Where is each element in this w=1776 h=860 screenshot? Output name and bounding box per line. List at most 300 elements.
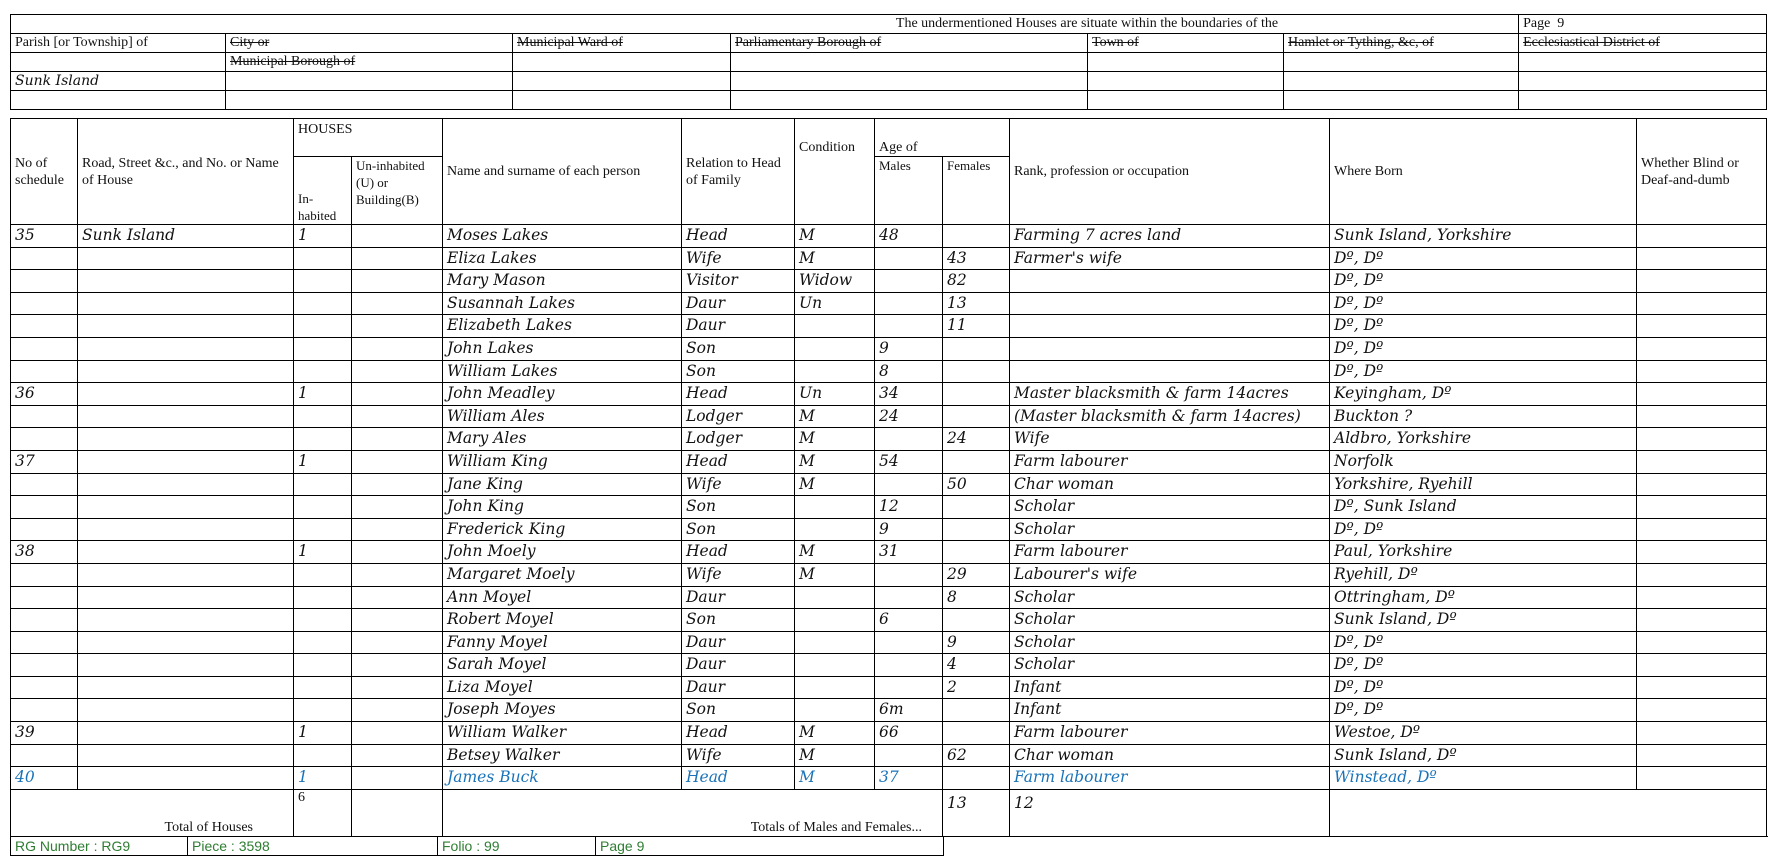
blind-cell [1637, 654, 1767, 677]
schedule-cell [11, 292, 78, 315]
road-cell: Sunk Island [78, 225, 294, 248]
name-cell: William Lakes [443, 360, 682, 383]
uninhabited-cell [352, 270, 443, 293]
condition-cell: M [795, 744, 875, 767]
where-born-cell: Dº, Dº [1330, 676, 1637, 699]
occupation-cell: Char woman [1010, 473, 1330, 496]
female-age-cell: 43 [943, 247, 1010, 270]
male-age-cell [875, 631, 943, 654]
census-row [11, 609, 1767, 632]
road-cell [78, 744, 294, 767]
name-cell: Fanny Moyel [443, 631, 682, 654]
male-age-cell [875, 292, 943, 315]
census-row [11, 450, 1767, 473]
relation-cell: Wife [682, 744, 795, 767]
name-cell: Betsey Walker [443, 744, 682, 767]
road-cell [78, 473, 294, 496]
occupation-cell [1010, 360, 1330, 383]
blind-cell [1637, 541, 1767, 564]
condition-cell [795, 631, 875, 654]
occupation-cell: Scholar [1010, 518, 1330, 541]
relation-cell: Son [682, 496, 795, 519]
blind-cell [1637, 496, 1767, 519]
uninhabited-cell [352, 609, 443, 632]
male-age-cell [875, 270, 943, 293]
name-cell: John Lakes [443, 337, 682, 360]
road-cell [78, 609, 294, 632]
inhabited-cell [294, 563, 352, 586]
page-reference: Page 9 [596, 837, 944, 856]
condition-cell: Un [795, 292, 875, 315]
road-cell [78, 722, 294, 745]
relation-cell: Head [682, 767, 795, 790]
schedule-cell [11, 428, 78, 451]
male-age-cell: 6 [875, 609, 943, 632]
uninhabited-cell [352, 654, 443, 677]
female-age-cell: 29 [943, 563, 1010, 586]
census-row [11, 405, 1767, 428]
inhabited-cell [294, 631, 352, 654]
occupation-cell: Scholar [1010, 496, 1330, 519]
condition-cell: M [795, 767, 875, 790]
occupation-cell [1010, 292, 1330, 315]
name-cell: John Meadley [443, 383, 682, 406]
road-cell [78, 676, 294, 699]
inhabited-cell [294, 744, 352, 767]
condition-cell [795, 518, 875, 541]
name-cell: Robert Moyel [443, 609, 682, 632]
road-cell [78, 315, 294, 338]
relation-cell: Daur [682, 654, 795, 677]
road-cell [78, 518, 294, 541]
blind-cell [1637, 699, 1767, 722]
reference-footer [10, 836, 944, 856]
where-born-cell: Dº, Sunk Island [1330, 496, 1637, 519]
road-cell [78, 586, 294, 609]
occupation-cell: Farmer's wife [1010, 247, 1330, 270]
uninhabited-cell [352, 541, 443, 564]
banner-text: The undermentioned Houses are situate within the boundaries of the [11, 15, 1519, 34]
relation-cell: Visitor [682, 270, 795, 293]
condition-cell: M [795, 450, 875, 473]
census-table [10, 118, 1767, 837]
town-label: Town of [1088, 34, 1284, 53]
col-males: Males [875, 157, 943, 225]
occupation-cell: Farm labourer [1010, 767, 1330, 790]
name-cell: Elizabeth Lakes [443, 315, 682, 338]
female-age-cell [943, 767, 1010, 790]
inhabited-cell [294, 315, 352, 338]
schedule-cell [11, 609, 78, 632]
where-born-cell: Dº, Dº [1330, 631, 1637, 654]
uninhabited-cell [352, 586, 443, 609]
name-cell: Ann Moyel [443, 586, 682, 609]
totals-row [11, 789, 1767, 836]
schedule-cell [11, 405, 78, 428]
occupation-cell: Labourer's wife [1010, 563, 1330, 586]
schedule-cell: 37 [11, 450, 78, 473]
relation-cell: Wife [682, 473, 795, 496]
col-name: Name and surname of each person [443, 119, 682, 225]
road-cell [78, 337, 294, 360]
occupation-cell: Farming 7 acres land [1010, 225, 1330, 248]
schedule-cell [11, 337, 78, 360]
uninhabited-cell [352, 292, 443, 315]
blind-cell [1637, 473, 1767, 496]
road-cell [78, 654, 294, 677]
inhabited-cell [294, 473, 352, 496]
where-born-cell: Winstead, Dº [1330, 767, 1637, 790]
male-age-cell [875, 586, 943, 609]
col-houses: HOUSES [294, 119, 443, 157]
where-born-cell: Dº, Dº [1330, 292, 1637, 315]
inhabited-cell [294, 405, 352, 428]
inhabited-cell [294, 292, 352, 315]
relation-cell: Son [682, 337, 795, 360]
blind-cell [1637, 563, 1767, 586]
total-houses-value: 6 [294, 789, 352, 836]
where-born-cell: Dº, Dº [1330, 247, 1637, 270]
inhabited-cell [294, 676, 352, 699]
page-number: Page 9 [1519, 15, 1767, 34]
male-age-cell: 6m [875, 699, 943, 722]
district-header-table [10, 14, 1767, 110]
col-occupation: Rank, profession or occupation [1010, 119, 1330, 225]
census-row [11, 563, 1767, 586]
female-age-cell [943, 699, 1010, 722]
census-row [11, 337, 1767, 360]
schedule-cell [11, 270, 78, 293]
condition-cell: M [795, 473, 875, 496]
census-row [11, 676, 1767, 699]
census-row [11, 744, 1767, 767]
where-born-cell: Sunk Island, Yorkshire [1330, 225, 1637, 248]
occupation-cell [1010, 315, 1330, 338]
total-persons-label: Totals of Males and Females... [443, 789, 943, 836]
relation-cell: Head [682, 225, 795, 248]
col-inhabited: In-habited [294, 157, 352, 225]
occupation-cell: Scholar [1010, 609, 1330, 632]
uninhabited-cell [352, 767, 443, 790]
inhabited-cell [294, 654, 352, 677]
female-age-cell: 9 [943, 631, 1010, 654]
relation-cell: Son [682, 699, 795, 722]
blind-cell [1637, 744, 1767, 767]
schedule-cell [11, 360, 78, 383]
inhabited-cell [294, 247, 352, 270]
where-born-cell: Paul, Yorkshire [1330, 541, 1637, 564]
condition-cell: M [795, 541, 875, 564]
uninhabited-cell [352, 405, 443, 428]
total-females-value: 12 [1010, 789, 1330, 836]
name-cell: Mary Mason [443, 270, 682, 293]
uninhabited-cell [352, 428, 443, 451]
where-born-cell: Ryehill, Dº [1330, 563, 1637, 586]
male-age-cell [875, 428, 943, 451]
name-cell: Jane King [443, 473, 682, 496]
name-cell: John King [443, 496, 682, 519]
name-cell: Mary Ales [443, 428, 682, 451]
female-age-cell [943, 450, 1010, 473]
municipal-borough-label: Municipal Borough of [226, 53, 513, 72]
census-row [11, 360, 1767, 383]
uninhabited-cell [352, 473, 443, 496]
blind-cell [1637, 631, 1767, 654]
uninhabited-cell [352, 315, 443, 338]
census-row [11, 541, 1767, 564]
condition-cell: M [795, 225, 875, 248]
road-cell [78, 270, 294, 293]
census-row [11, 428, 1767, 451]
female-age-cell: 24 [943, 428, 1010, 451]
male-age-cell: 12 [875, 496, 943, 519]
inhabited-cell: 1 [294, 722, 352, 745]
census-row [11, 654, 1767, 677]
male-age-cell: 34 [875, 383, 943, 406]
inhabited-cell: 1 [294, 383, 352, 406]
census-row [11, 699, 1767, 722]
where-born-cell: Dº, Dº [1330, 654, 1637, 677]
uninhabited-cell [352, 631, 443, 654]
relation-cell: Lodger [682, 428, 795, 451]
condition-cell [795, 337, 875, 360]
road-cell [78, 699, 294, 722]
condition-cell: M [795, 405, 875, 428]
census-row [11, 722, 1767, 745]
relation-cell: Head [682, 383, 795, 406]
female-age-cell [943, 496, 1010, 519]
where-born-cell: Sunk Island, Dº [1330, 609, 1637, 632]
relation-cell: Daur [682, 676, 795, 699]
condition-cell [795, 654, 875, 677]
occupation-cell: Farm labourer [1010, 450, 1330, 473]
inhabited-cell [294, 270, 352, 293]
relation-cell: Daur [682, 631, 795, 654]
uninhabited-cell [352, 337, 443, 360]
where-born-cell: Dº, Dº [1330, 270, 1637, 293]
schedule-cell [11, 247, 78, 270]
blind-cell [1637, 405, 1767, 428]
rg-number: RG Number : RG9 [11, 837, 188, 856]
relation-cell: Lodger [682, 405, 795, 428]
male-age-cell [875, 676, 943, 699]
census-row [11, 247, 1767, 270]
col-females: Females [943, 157, 1010, 225]
col-road: Road, Street &c., and No. or Name of House [78, 119, 294, 225]
name-cell: Joseph Moyes [443, 699, 682, 722]
occupation-cell: Infant [1010, 676, 1330, 699]
condition-cell [795, 676, 875, 699]
female-age-cell [943, 360, 1010, 383]
condition-cell [795, 586, 875, 609]
schedule-cell: 35 [11, 225, 78, 248]
male-age-cell [875, 247, 943, 270]
female-age-cell [943, 337, 1010, 360]
blind-cell [1637, 722, 1767, 745]
inhabited-cell [294, 428, 352, 451]
where-born-cell: Keyingham, Dº [1330, 383, 1637, 406]
male-age-cell [875, 563, 943, 586]
blind-cell [1637, 450, 1767, 473]
occupation-cell: Farm labourer [1010, 541, 1330, 564]
inhabited-cell: 1 [294, 541, 352, 564]
uninhabited-cell [352, 699, 443, 722]
name-cell: John Moely [443, 541, 682, 564]
schedule-cell [11, 315, 78, 338]
piece-number: Piece : 3598 [188, 837, 438, 856]
uninhabited-cell [352, 247, 443, 270]
occupation-cell: Farm labourer [1010, 722, 1330, 745]
inhabited-cell [294, 337, 352, 360]
occupation-cell: (Master blacksmith & farm 14acres) [1010, 405, 1330, 428]
city-label: City or [226, 34, 513, 53]
blind-cell [1637, 225, 1767, 248]
female-age-cell [943, 609, 1010, 632]
occupation-cell: Char woman [1010, 744, 1330, 767]
blind-cell [1637, 292, 1767, 315]
col-condition: Condition [795, 119, 875, 225]
condition-cell [795, 699, 875, 722]
male-age-cell: 9 [875, 518, 943, 541]
female-age-cell [943, 225, 1010, 248]
condition-cell: M [795, 247, 875, 270]
inhabited-cell [294, 586, 352, 609]
census-row [11, 518, 1767, 541]
road-cell [78, 563, 294, 586]
occupation-cell [1010, 337, 1330, 360]
name-cell: William King [443, 450, 682, 473]
inhabited-cell [294, 496, 352, 519]
male-age-cell: 37 [875, 767, 943, 790]
uninhabited-cell [352, 360, 443, 383]
inhabited-cell [294, 699, 352, 722]
male-age-cell: 24 [875, 405, 943, 428]
male-age-cell: 48 [875, 225, 943, 248]
parish-value: Sunk Island [11, 72, 226, 91]
relation-cell: Daur [682, 586, 795, 609]
col-schedule: No of schedule [11, 119, 78, 225]
name-cell: Susannah Lakes [443, 292, 682, 315]
uninhabited-cell [352, 722, 443, 745]
relation-cell: Wife [682, 247, 795, 270]
relation-cell: Son [682, 518, 795, 541]
col-where-born: Where Born [1330, 119, 1637, 225]
where-born-cell: Sunk Island, Dº [1330, 744, 1637, 767]
condition-cell: Un [795, 383, 875, 406]
where-born-cell: Westoe, Dº [1330, 722, 1637, 745]
female-age-cell: 82 [943, 270, 1010, 293]
inhabited-cell [294, 360, 352, 383]
occupation-cell: Master blacksmith & farm 14acres [1010, 383, 1330, 406]
schedule-cell [11, 631, 78, 654]
uninhabited-cell [352, 450, 443, 473]
blind-cell [1637, 518, 1767, 541]
column-header-row [11, 119, 1767, 157]
road-cell [78, 405, 294, 428]
uninhabited-cell [352, 676, 443, 699]
road-cell [78, 631, 294, 654]
census-row [11, 270, 1767, 293]
schedule-cell: 38 [11, 541, 78, 564]
schedule-cell: 36 [11, 383, 78, 406]
relation-cell: Head [682, 450, 795, 473]
hamlet-label: Hamlet or Tything, &c, of [1284, 34, 1519, 53]
female-age-cell: 2 [943, 676, 1010, 699]
parliamentary-borough-label: Parliamentary Borough of [731, 34, 1088, 53]
census-row [11, 315, 1767, 338]
road-cell [78, 496, 294, 519]
schedule-cell [11, 586, 78, 609]
female-age-cell: 4 [943, 654, 1010, 677]
where-born-cell: Dº, Dº [1330, 518, 1637, 541]
road-cell [78, 450, 294, 473]
schedule-cell [11, 563, 78, 586]
where-born-cell: Buckton ? [1330, 405, 1637, 428]
name-cell: Sarah Moyel [443, 654, 682, 677]
name-cell: Margaret Moely [443, 563, 682, 586]
relation-cell: Head [682, 722, 795, 745]
schedule-cell [11, 654, 78, 677]
inhabited-cell [294, 518, 352, 541]
blind-cell [1637, 360, 1767, 383]
occupation-cell: Wife [1010, 428, 1330, 451]
name-cell: Frederick King [443, 518, 682, 541]
relation-cell: Daur [682, 315, 795, 338]
uninhabited-cell [352, 744, 443, 767]
where-born-cell: Dº, Dº [1330, 699, 1637, 722]
blind-cell [1637, 767, 1767, 790]
condition-cell [795, 609, 875, 632]
census-row [11, 473, 1767, 496]
census-row [11, 631, 1767, 654]
uninhabited-cell [352, 383, 443, 406]
female-age-cell: 11 [943, 315, 1010, 338]
where-born-cell: Ottringham, Dº [1330, 586, 1637, 609]
census-row [11, 586, 1767, 609]
road-cell [78, 360, 294, 383]
inhabited-cell [294, 609, 352, 632]
where-born-cell: Dº, Dº [1330, 337, 1637, 360]
female-age-cell [943, 383, 1010, 406]
col-relation: Relation to Head of Family [682, 119, 795, 225]
schedule-cell: 39 [11, 722, 78, 745]
schedule-cell [11, 699, 78, 722]
condition-cell [795, 315, 875, 338]
road-cell [78, 428, 294, 451]
road-cell [78, 292, 294, 315]
schedule-cell [11, 518, 78, 541]
occupation-cell: Scholar [1010, 631, 1330, 654]
relation-cell: Wife [682, 563, 795, 586]
male-age-cell [875, 654, 943, 677]
female-age-cell [943, 722, 1010, 745]
blind-cell [1637, 383, 1767, 406]
blind-cell [1637, 337, 1767, 360]
female-age-cell: 62 [943, 744, 1010, 767]
occupation-cell: Scholar [1010, 654, 1330, 677]
schedule-cell: 40 [11, 767, 78, 790]
blind-cell [1637, 676, 1767, 699]
female-age-cell [943, 518, 1010, 541]
folio-number: Folio : 99 [438, 837, 596, 856]
occupation-cell: Infant [1010, 699, 1330, 722]
road-cell [78, 767, 294, 790]
census-row [11, 383, 1767, 406]
condition-cell [795, 496, 875, 519]
relation-cell: Son [682, 360, 795, 383]
female-age-cell: 8 [943, 586, 1010, 609]
male-age-cell: 31 [875, 541, 943, 564]
